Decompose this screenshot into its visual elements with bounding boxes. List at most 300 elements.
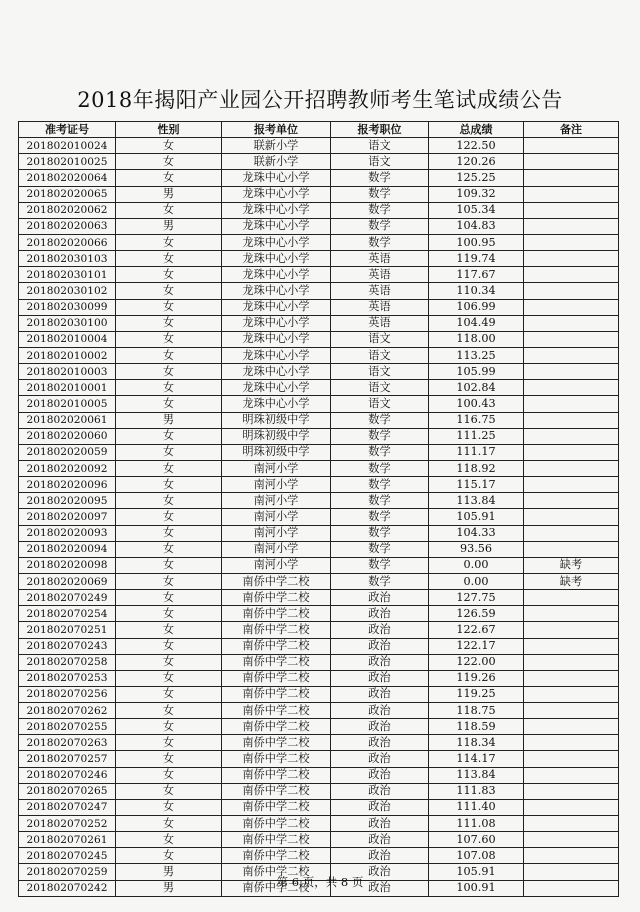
cell-exam-id: 201802020069 bbox=[19, 573, 116, 589]
cell-remarks bbox=[524, 816, 619, 832]
cell-exam-id: 201802030103 bbox=[19, 251, 116, 267]
cell-remarks bbox=[524, 799, 619, 815]
cell-exam-id: 201802020061 bbox=[19, 412, 116, 428]
header-position: 报考职位 bbox=[331, 122, 429, 138]
cell-unit: 南侨中学二校 bbox=[222, 573, 331, 589]
cell-remarks bbox=[524, 670, 619, 686]
cell-position: 语文 bbox=[331, 138, 429, 154]
table-header-row bbox=[19, 122, 619, 138]
cell-unit: 南河小学 bbox=[222, 557, 331, 573]
table-row bbox=[19, 703, 619, 719]
cell-gender: 女 bbox=[116, 396, 222, 412]
cell-exam-id: 201802030102 bbox=[19, 283, 116, 299]
cell-unit: 南侨中学二校 bbox=[222, 670, 331, 686]
table-row bbox=[19, 299, 619, 315]
cell-remarks bbox=[524, 202, 619, 218]
cell-exam-id: 201802010002 bbox=[19, 347, 116, 363]
cell-remarks bbox=[524, 444, 619, 460]
cell-gender: 男 bbox=[116, 864, 222, 880]
cell-unit: 南河小学 bbox=[222, 493, 331, 509]
table-row bbox=[19, 380, 619, 396]
cell-unit: 南侨中学二校 bbox=[222, 751, 331, 767]
cell-unit: 龙珠中心小学 bbox=[222, 283, 331, 299]
cell-exam-id: 201802070255 bbox=[19, 719, 116, 735]
cell-position: 数学 bbox=[331, 573, 429, 589]
cell-exam-id: 201802020064 bbox=[19, 170, 116, 186]
cell-position: 语文 bbox=[331, 396, 429, 412]
cell-gender: 女 bbox=[116, 509, 222, 525]
cell-position: 语文 bbox=[331, 347, 429, 363]
cell-unit: 龙珠中心小学 bbox=[222, 396, 331, 412]
cell-exam-id: 201802070249 bbox=[19, 590, 116, 606]
cell-total-score: 118.34 bbox=[429, 735, 524, 751]
cell-total-score: 125.25 bbox=[429, 170, 524, 186]
table-row bbox=[19, 719, 619, 735]
cell-unit: 龙珠中心小学 bbox=[222, 380, 331, 396]
cell-gender: 女 bbox=[116, 460, 222, 476]
cell-unit: 龙珠中心小学 bbox=[222, 202, 331, 218]
cell-remarks bbox=[524, 477, 619, 493]
cell-unit: 龙珠中心小学 bbox=[222, 218, 331, 234]
cell-total-score: 93.56 bbox=[429, 541, 524, 557]
cell-position: 政治 bbox=[331, 703, 429, 719]
cell-position: 政治 bbox=[331, 816, 429, 832]
cell-unit: 龙珠中心小学 bbox=[222, 347, 331, 363]
cell-total-score: 117.67 bbox=[429, 267, 524, 283]
cell-remarks bbox=[524, 751, 619, 767]
cell-remarks bbox=[524, 154, 619, 170]
cell-remarks bbox=[524, 347, 619, 363]
cell-remarks: 缺考 bbox=[524, 557, 619, 573]
table-row bbox=[19, 412, 619, 428]
cell-total-score: 100.95 bbox=[429, 234, 524, 250]
cell-unit: 南侨中学二校 bbox=[222, 606, 331, 622]
cell-position: 语文 bbox=[331, 380, 429, 396]
cell-total-score: 104.83 bbox=[429, 218, 524, 234]
cell-total-score: 113.84 bbox=[429, 493, 524, 509]
cell-remarks bbox=[524, 783, 619, 799]
cell-total-score: 114.17 bbox=[429, 751, 524, 767]
cell-position: 英语 bbox=[331, 299, 429, 315]
cell-total-score: 105.34 bbox=[429, 202, 524, 218]
cell-exam-id: 201802070254 bbox=[19, 606, 116, 622]
cell-total-score: 105.91 bbox=[429, 864, 524, 880]
cell-exam-id: 201802030101 bbox=[19, 267, 116, 283]
cell-gender: 女 bbox=[116, 719, 222, 735]
cell-position: 政治 bbox=[331, 864, 429, 880]
cell-exam-id: 201802070243 bbox=[19, 638, 116, 654]
cell-position: 政治 bbox=[331, 686, 429, 702]
cell-unit: 南河小学 bbox=[222, 477, 331, 493]
cell-total-score: 122.50 bbox=[429, 138, 524, 154]
cell-gender: 女 bbox=[116, 283, 222, 299]
cell-position: 政治 bbox=[331, 848, 429, 864]
cell-position: 英语 bbox=[331, 251, 429, 267]
cell-position: 数学 bbox=[331, 509, 429, 525]
cell-position: 数学 bbox=[331, 444, 429, 460]
cell-total-score: 105.99 bbox=[429, 364, 524, 380]
table-row bbox=[19, 347, 619, 363]
cell-total-score: 104.33 bbox=[429, 525, 524, 541]
table-row bbox=[19, 267, 619, 283]
cell-total-score: 122.00 bbox=[429, 654, 524, 670]
cell-position: 政治 bbox=[331, 767, 429, 783]
cell-gender: 女 bbox=[116, 541, 222, 557]
cell-gender: 女 bbox=[116, 848, 222, 864]
cell-total-score: 105.91 bbox=[429, 509, 524, 525]
cell-total-score: 118.92 bbox=[429, 460, 524, 476]
cell-total-score: 111.83 bbox=[429, 783, 524, 799]
cell-remarks bbox=[524, 267, 619, 283]
table-row bbox=[19, 170, 619, 186]
cell-position: 数学 bbox=[331, 428, 429, 444]
cell-remarks bbox=[524, 703, 619, 719]
cell-total-score: 0.00 bbox=[429, 557, 524, 573]
cell-remarks bbox=[524, 364, 619, 380]
cell-position: 政治 bbox=[331, 832, 429, 848]
cell-unit: 南侨中学二校 bbox=[222, 638, 331, 654]
table-row bbox=[19, 428, 619, 444]
cell-position: 数学 bbox=[331, 460, 429, 476]
cell-gender: 女 bbox=[116, 428, 222, 444]
cell-gender: 女 bbox=[116, 573, 222, 589]
table-row bbox=[19, 557, 619, 573]
cell-unit: 南河小学 bbox=[222, 525, 331, 541]
cell-position: 数学 bbox=[331, 412, 429, 428]
cell-unit: 龙珠中心小学 bbox=[222, 234, 331, 250]
cell-gender: 女 bbox=[116, 138, 222, 154]
cell-remarks bbox=[524, 735, 619, 751]
cell-total-score: 107.08 bbox=[429, 848, 524, 864]
cell-unit: 明珠初级中学 bbox=[222, 428, 331, 444]
cell-gender: 女 bbox=[116, 686, 222, 702]
cell-total-score: 116.75 bbox=[429, 412, 524, 428]
cell-total-score: 119.74 bbox=[429, 251, 524, 267]
table-row bbox=[19, 202, 619, 218]
cell-total-score: 119.25 bbox=[429, 686, 524, 702]
cell-unit: 联新小学 bbox=[222, 154, 331, 170]
cell-unit: 龙珠中心小学 bbox=[222, 186, 331, 202]
cell-total-score: 115.17 bbox=[429, 477, 524, 493]
header-gender: 性别 bbox=[116, 122, 222, 138]
cell-gender: 女 bbox=[116, 670, 222, 686]
cell-total-score: 104.49 bbox=[429, 315, 524, 331]
cell-exam-id: 201802020062 bbox=[19, 202, 116, 218]
cell-gender: 女 bbox=[116, 622, 222, 638]
cell-exam-id: 201802070252 bbox=[19, 816, 116, 832]
cell-position: 政治 bbox=[331, 783, 429, 799]
cell-gender: 女 bbox=[116, 654, 222, 670]
cell-exam-id: 201802070245 bbox=[19, 848, 116, 864]
cell-total-score: 106.99 bbox=[429, 299, 524, 315]
cell-unit: 龙珠中心小学 bbox=[222, 331, 331, 347]
cell-exam-id: 201802070258 bbox=[19, 654, 116, 670]
cell-remarks bbox=[524, 848, 619, 864]
cell-position: 英语 bbox=[331, 267, 429, 283]
cell-gender: 女 bbox=[116, 170, 222, 186]
cell-remarks bbox=[524, 460, 619, 476]
cell-exam-id: 201802070247 bbox=[19, 799, 116, 815]
cell-remarks bbox=[524, 428, 619, 444]
header-unit: 报考单位 bbox=[222, 122, 331, 138]
cell-total-score: 109.32 bbox=[429, 186, 524, 202]
cell-remarks bbox=[524, 606, 619, 622]
cell-unit: 龙珠中心小学 bbox=[222, 251, 331, 267]
cell-position: 政治 bbox=[331, 719, 429, 735]
cell-position: 政治 bbox=[331, 880, 429, 896]
cell-total-score: 110.34 bbox=[429, 283, 524, 299]
table-row bbox=[19, 735, 619, 751]
cell-position: 政治 bbox=[331, 638, 429, 654]
cell-total-score: 127.75 bbox=[429, 590, 524, 606]
cell-total-score: 119.26 bbox=[429, 670, 524, 686]
cell-total-score: 122.17 bbox=[429, 638, 524, 654]
cell-unit: 明珠初级中学 bbox=[222, 444, 331, 460]
cell-position: 数学 bbox=[331, 557, 429, 573]
cell-remarks bbox=[524, 832, 619, 848]
cell-unit: 南河小学 bbox=[222, 509, 331, 525]
cell-gender: 女 bbox=[116, 315, 222, 331]
cell-gender: 女 bbox=[116, 799, 222, 815]
cell-unit: 南侨中学二校 bbox=[222, 767, 331, 783]
cell-remarks bbox=[524, 234, 619, 250]
cell-gender: 女 bbox=[116, 638, 222, 654]
cell-exam-id: 201802070261 bbox=[19, 832, 116, 848]
cell-gender: 女 bbox=[116, 251, 222, 267]
cell-exam-id: 201802020098 bbox=[19, 557, 116, 573]
cell-remarks bbox=[524, 509, 619, 525]
cell-exam-id: 201802010001 bbox=[19, 380, 116, 396]
cell-exam-id: 201802020097 bbox=[19, 509, 116, 525]
cell-total-score: 107.60 bbox=[429, 832, 524, 848]
cell-exam-id: 201802070265 bbox=[19, 783, 116, 799]
cell-total-score: 111.25 bbox=[429, 428, 524, 444]
cell-unit: 南侨中学二校 bbox=[222, 816, 331, 832]
cell-remarks bbox=[524, 493, 619, 509]
table-row bbox=[19, 848, 619, 864]
cell-unit: 南侨中学二校 bbox=[222, 654, 331, 670]
cell-position: 语文 bbox=[331, 154, 429, 170]
cell-position: 政治 bbox=[331, 751, 429, 767]
cell-gender: 女 bbox=[116, 703, 222, 719]
cell-exam-id: 201802020096 bbox=[19, 477, 116, 493]
cell-remarks bbox=[524, 590, 619, 606]
cell-gender: 女 bbox=[116, 557, 222, 573]
cell-exam-id: 201802020065 bbox=[19, 186, 116, 202]
table-row bbox=[19, 186, 619, 202]
cell-gender: 女 bbox=[116, 444, 222, 460]
table-row bbox=[19, 234, 619, 250]
cell-position: 政治 bbox=[331, 606, 429, 622]
header-total-score: 总成绩 bbox=[429, 122, 524, 138]
cell-gender: 女 bbox=[116, 347, 222, 363]
cell-remarks bbox=[524, 251, 619, 267]
cell-unit: 龙珠中心小学 bbox=[222, 364, 331, 380]
cell-unit: 南侨中学二校 bbox=[222, 590, 331, 606]
cell-exam-id: 201802070251 bbox=[19, 622, 116, 638]
cell-unit: 南侨中学二校 bbox=[222, 832, 331, 848]
table-row bbox=[19, 525, 619, 541]
cell-total-score: 100.91 bbox=[429, 880, 524, 896]
cell-total-score: 126.59 bbox=[429, 606, 524, 622]
cell-exam-id: 201802010025 bbox=[19, 154, 116, 170]
table-row bbox=[19, 590, 619, 606]
cell-position: 英语 bbox=[331, 315, 429, 331]
table-row bbox=[19, 541, 619, 557]
header-exam-id: 准考证号 bbox=[19, 122, 116, 138]
cell-gender: 女 bbox=[116, 767, 222, 783]
cell-total-score: 118.59 bbox=[429, 719, 524, 735]
table-row bbox=[19, 638, 619, 654]
cell-remarks: 缺考 bbox=[524, 573, 619, 589]
cell-total-score: 100.43 bbox=[429, 396, 524, 412]
cell-unit: 明珠初级中学 bbox=[222, 412, 331, 428]
cell-exam-id: 201802010005 bbox=[19, 396, 116, 412]
cell-exam-id: 201802020066 bbox=[19, 234, 116, 250]
cell-total-score: 118.00 bbox=[429, 331, 524, 347]
table-row bbox=[19, 832, 619, 848]
cell-unit: 南侨中学二校 bbox=[222, 703, 331, 719]
table-row bbox=[19, 138, 619, 154]
cell-position: 数学 bbox=[331, 186, 429, 202]
cell-position: 政治 bbox=[331, 735, 429, 751]
table-row bbox=[19, 493, 619, 509]
cell-remarks bbox=[524, 299, 619, 315]
page-footer: 第 6 页，共 8 页 bbox=[276, 875, 364, 889]
table-row bbox=[19, 799, 619, 815]
cell-remarks bbox=[524, 638, 619, 654]
cell-unit: 南侨中学二校 bbox=[222, 719, 331, 735]
cell-unit: 龙珠中心小学 bbox=[222, 299, 331, 315]
table-row bbox=[19, 783, 619, 799]
cell-gender: 女 bbox=[116, 380, 222, 396]
cell-remarks bbox=[524, 767, 619, 783]
cell-exam-id: 201802020060 bbox=[19, 428, 116, 444]
cell-gender: 女 bbox=[116, 493, 222, 509]
cell-position: 政治 bbox=[331, 590, 429, 606]
cell-gender: 女 bbox=[116, 154, 222, 170]
cell-remarks bbox=[524, 686, 619, 702]
cell-gender: 女 bbox=[116, 606, 222, 622]
cell-remarks bbox=[524, 283, 619, 299]
table-row bbox=[19, 331, 619, 347]
cell-unit: 龙珠中心小学 bbox=[222, 315, 331, 331]
cell-exam-id: 201802010003 bbox=[19, 364, 116, 380]
cell-remarks bbox=[524, 412, 619, 428]
table-row bbox=[19, 670, 619, 686]
table-row bbox=[19, 396, 619, 412]
cell-position: 英语 bbox=[331, 283, 429, 299]
cell-unit: 南侨中学二校 bbox=[222, 848, 331, 864]
cell-unit: 南河小学 bbox=[222, 460, 331, 476]
table-row bbox=[19, 218, 619, 234]
cell-exam-id: 201802010024 bbox=[19, 138, 116, 154]
cell-total-score: 113.84 bbox=[429, 767, 524, 783]
cell-exam-id: 201802020093 bbox=[19, 525, 116, 541]
cell-position: 政治 bbox=[331, 670, 429, 686]
cell-exam-id: 201802020063 bbox=[19, 218, 116, 234]
cell-exam-id: 201802070242 bbox=[19, 880, 116, 896]
table-row bbox=[19, 816, 619, 832]
cell-total-score: 120.26 bbox=[429, 154, 524, 170]
cell-remarks bbox=[524, 380, 619, 396]
cell-exam-id: 201802020059 bbox=[19, 444, 116, 460]
table-row bbox=[19, 364, 619, 380]
page-title: 2018年揭阳产业园公开招聘教师考生笔试成绩公告 bbox=[77, 88, 563, 112]
table-row bbox=[19, 767, 619, 783]
cell-unit: 龙珠中心小学 bbox=[222, 267, 331, 283]
cell-remarks bbox=[524, 170, 619, 186]
cell-gender: 女 bbox=[116, 267, 222, 283]
cell-total-score: 111.08 bbox=[429, 816, 524, 832]
cell-position: 政治 bbox=[331, 654, 429, 670]
cell-exam-id: 201802020095 bbox=[19, 493, 116, 509]
cell-exam-id: 201802070259 bbox=[19, 864, 116, 880]
cell-total-score: 0.00 bbox=[429, 573, 524, 589]
cell-remarks bbox=[524, 622, 619, 638]
cell-gender: 女 bbox=[116, 590, 222, 606]
cell-position: 语文 bbox=[331, 364, 429, 380]
cell-gender: 男 bbox=[116, 412, 222, 428]
cell-gender: 女 bbox=[116, 331, 222, 347]
cell-gender: 男 bbox=[116, 218, 222, 234]
cell-exam-id: 201802030099 bbox=[19, 299, 116, 315]
cell-remarks bbox=[524, 541, 619, 557]
cell-total-score: 102.84 bbox=[429, 380, 524, 396]
table-row bbox=[19, 622, 619, 638]
cell-remarks bbox=[524, 525, 619, 541]
table-row bbox=[19, 315, 619, 331]
cell-total-score: 111.17 bbox=[429, 444, 524, 460]
cell-position: 数学 bbox=[331, 525, 429, 541]
cell-exam-id: 201802070253 bbox=[19, 670, 116, 686]
table-row bbox=[19, 751, 619, 767]
cell-gender: 女 bbox=[116, 364, 222, 380]
cell-remarks bbox=[524, 331, 619, 347]
header-remarks: 备注 bbox=[524, 122, 619, 138]
table-row bbox=[19, 283, 619, 299]
table-row bbox=[19, 477, 619, 493]
cell-position: 政治 bbox=[331, 622, 429, 638]
cell-unit: 联新小学 bbox=[222, 138, 331, 154]
cell-gender: 女 bbox=[116, 783, 222, 799]
cell-total-score: 113.25 bbox=[429, 347, 524, 363]
cell-position: 数学 bbox=[331, 170, 429, 186]
cell-position: 数学 bbox=[331, 477, 429, 493]
cell-gender: 女 bbox=[116, 816, 222, 832]
cell-gender: 女 bbox=[116, 735, 222, 751]
cell-gender: 女 bbox=[116, 299, 222, 315]
cell-gender: 男 bbox=[116, 880, 222, 896]
cell-position: 数学 bbox=[331, 218, 429, 234]
table-row bbox=[19, 509, 619, 525]
cell-exam-id: 201802070256 bbox=[19, 686, 116, 702]
cell-total-score: 122.67 bbox=[429, 622, 524, 638]
cell-remarks bbox=[524, 654, 619, 670]
cell-gender: 女 bbox=[116, 751, 222, 767]
table-row bbox=[19, 251, 619, 267]
cell-unit: 南侨中学二校 bbox=[222, 735, 331, 751]
cell-total-score: 118.75 bbox=[429, 703, 524, 719]
table-row bbox=[19, 444, 619, 460]
table-row bbox=[19, 606, 619, 622]
cell-gender: 女 bbox=[116, 202, 222, 218]
cell-unit: 南河小学 bbox=[222, 541, 331, 557]
table-row bbox=[19, 654, 619, 670]
cell-unit: 南侨中学二校 bbox=[222, 783, 331, 799]
cell-unit: 南侨中学二校 bbox=[222, 622, 331, 638]
cell-exam-id: 201802020094 bbox=[19, 541, 116, 557]
